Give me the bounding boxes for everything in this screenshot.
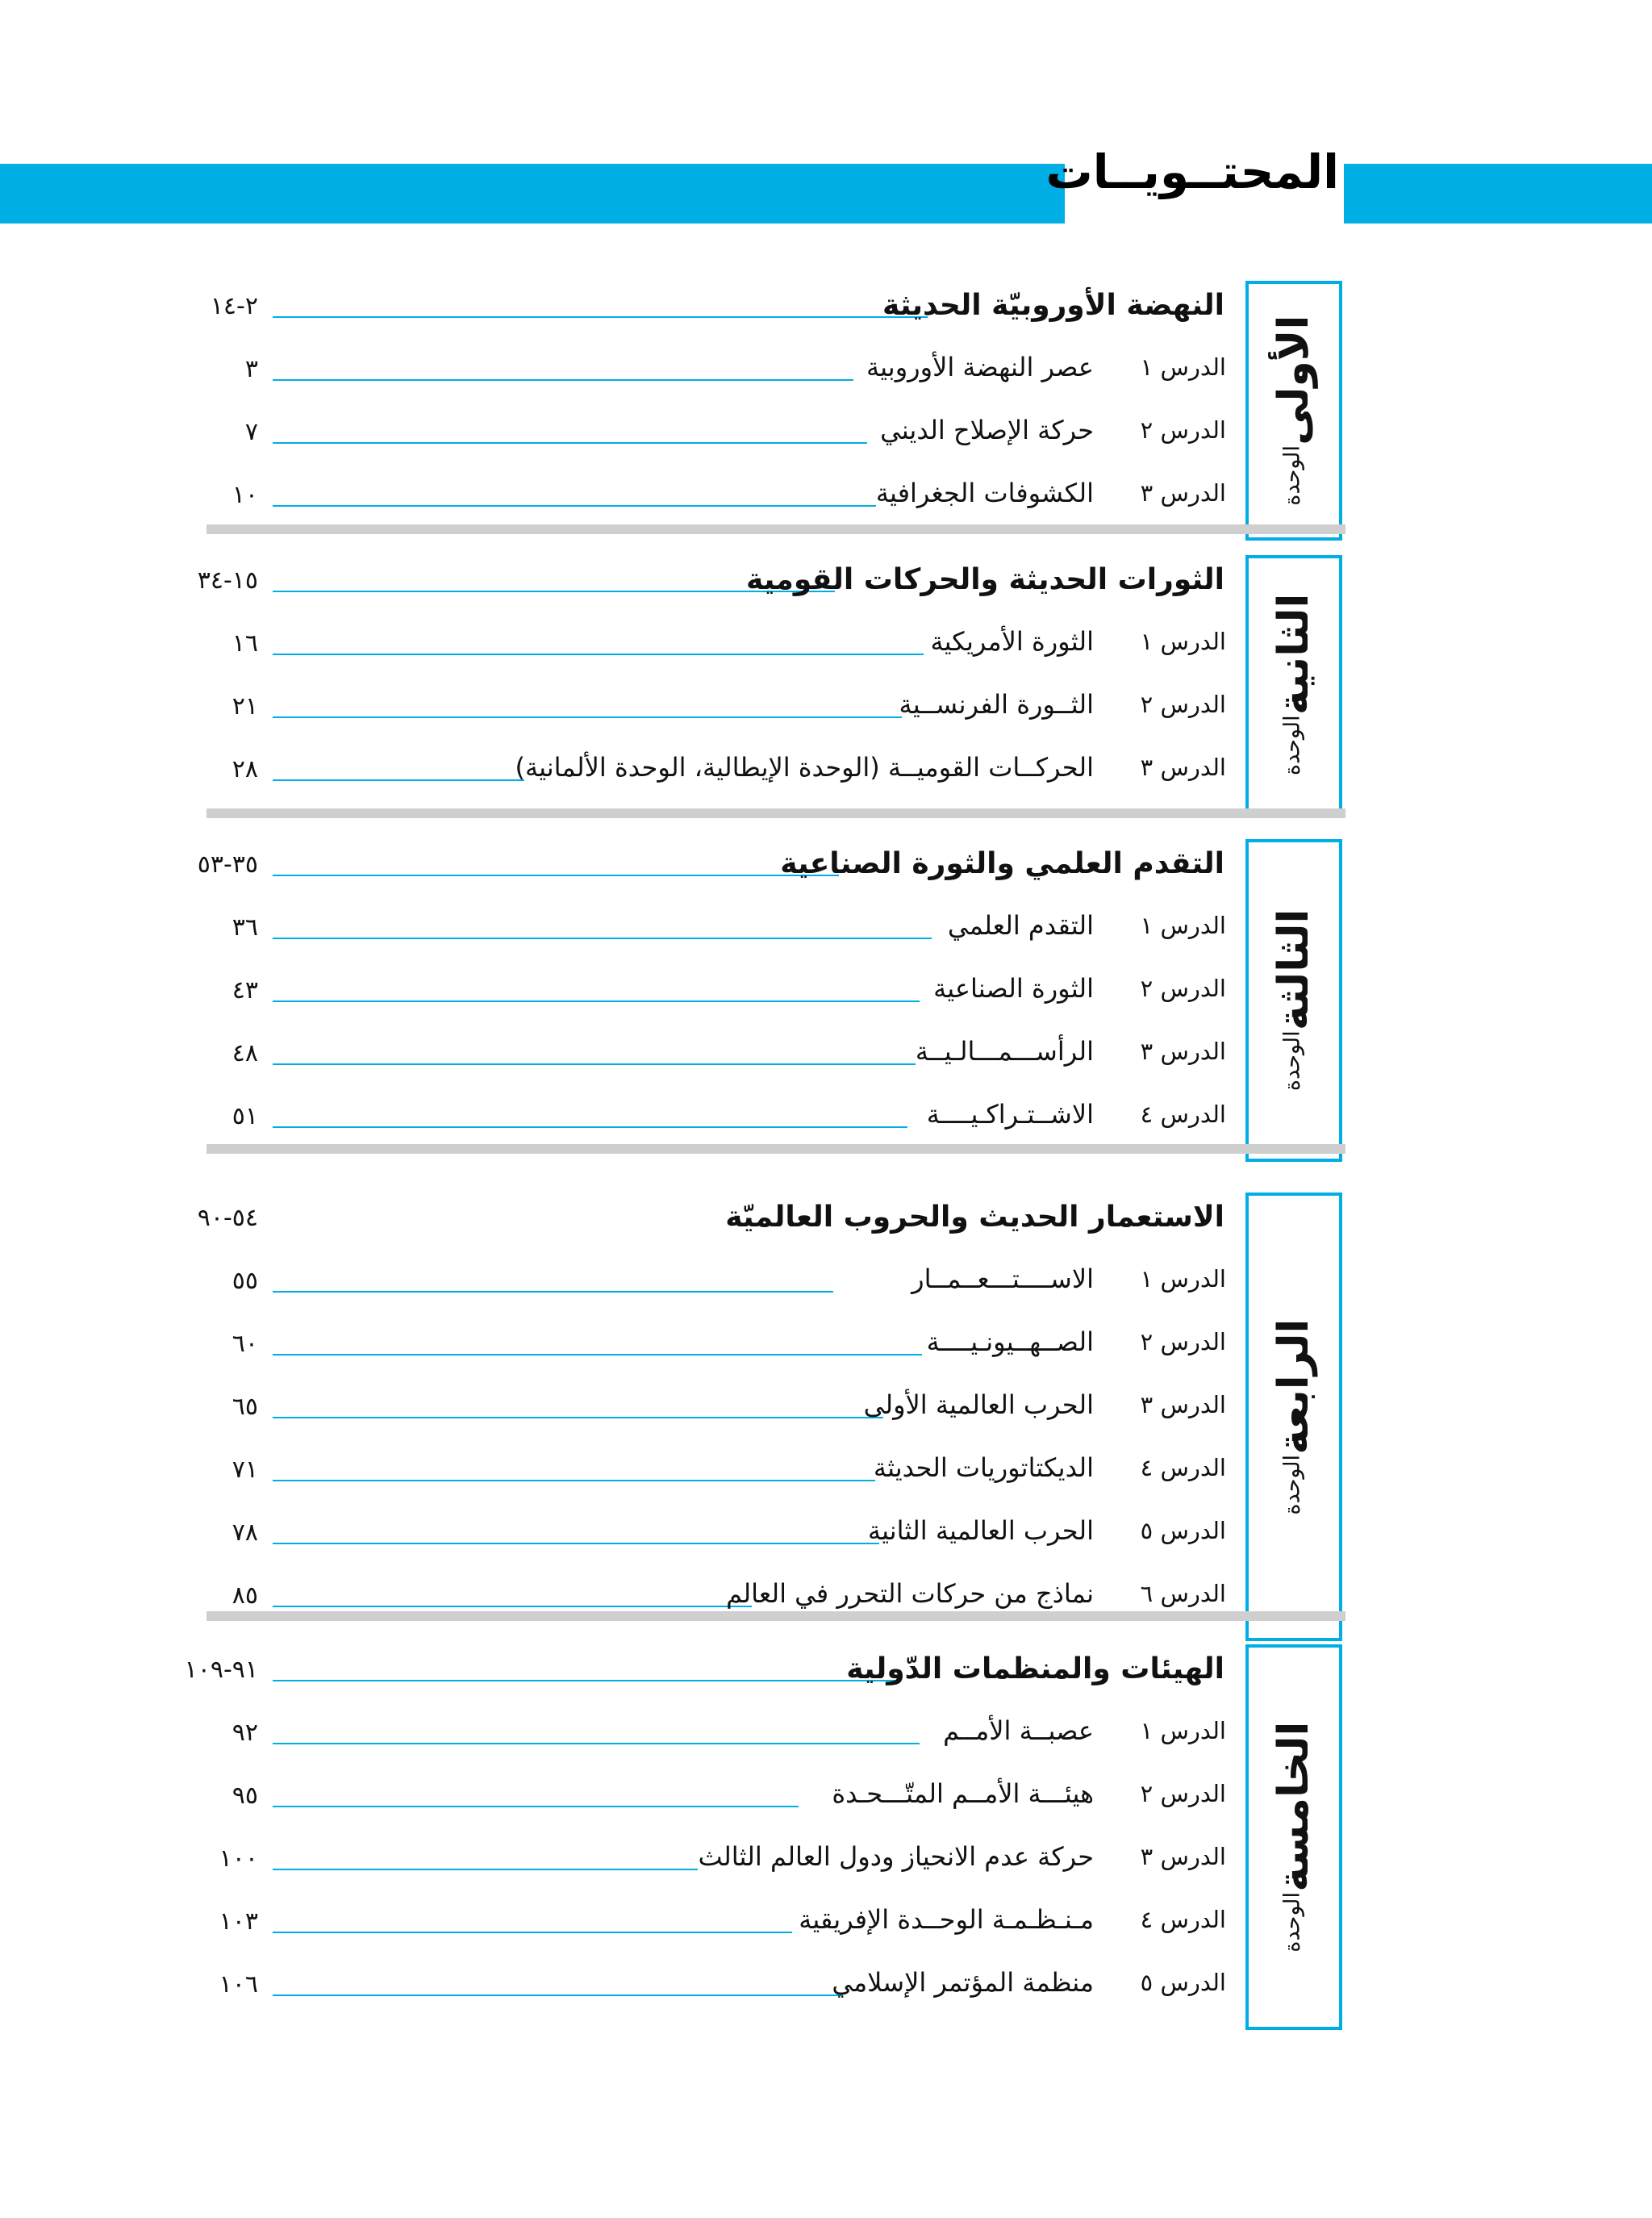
- lesson-page: ١٠٣: [219, 1907, 258, 1936]
- leader-line: [273, 1995, 843, 1996]
- lesson-row: [0, 749, 1652, 797]
- lesson-title: الديكتاتوريات الحديثة: [873, 1452, 1094, 1483]
- leader-line: [273, 1480, 875, 1481]
- lesson-number: الدرس ٢: [1140, 416, 1226, 444]
- lesson-title: الكشوفات الجغرافية: [875, 478, 1094, 508]
- lesson-title: الرأســـمـــالـيــة: [915, 1036, 1094, 1067]
- lesson-page: ٥٥: [232, 1267, 258, 1295]
- leader-line: [273, 316, 928, 318]
- unit-heading-row: [0, 1197, 1652, 1246]
- unit-page-range: ٢-١٤: [210, 292, 258, 320]
- unit-name: الخامسة: [1270, 1722, 1318, 1893]
- lesson-title: الثــورة الفرنســية: [899, 689, 1094, 720]
- lesson-number: الدرس ١: [1140, 628, 1226, 655]
- lesson-row: [0, 1323, 1652, 1372]
- unit-heading-row: [0, 286, 1652, 334]
- lesson-page: ٩٥: [232, 1782, 258, 1810]
- section-separator: [206, 1144, 1345, 1154]
- lesson-page: ١٦: [232, 629, 258, 658]
- lesson-page: ٧١: [232, 1456, 258, 1484]
- leader-line: [273, 1869, 698, 1870]
- leader-line: [273, 654, 924, 655]
- lesson-page: ٧٨: [232, 1518, 258, 1547]
- lesson-title: عصبــة الأمــم: [943, 1715, 1094, 1746]
- leader-line: [273, 875, 839, 876]
- leader-line: [273, 1606, 752, 1607]
- lesson-number: الدرس ٣: [1140, 754, 1226, 781]
- leader-line: [273, 1680, 899, 1681]
- leader-line: [273, 1806, 799, 1807]
- lesson-page: ٤٨: [232, 1039, 258, 1067]
- unit-prefix: الوحدة: [1279, 445, 1305, 506]
- leader-line: [273, 938, 932, 939]
- lesson-number: الدرس ٦: [1140, 1580, 1226, 1607]
- lesson-row: [0, 1964, 1652, 2012]
- lesson-row: [0, 411, 1652, 460]
- lesson-row: [0, 1838, 1652, 1886]
- unit-prefix: الوحدة: [1279, 1030, 1305, 1092]
- lesson-number: الدرس ٢: [1140, 975, 1226, 1002]
- leader-line: [273, 1291, 833, 1293]
- lesson-page: ٧: [244, 418, 258, 446]
- lesson-row: [0, 1449, 1652, 1497]
- lesson-row: [0, 970, 1652, 1018]
- lesson-title: الاشــتـراكـيــــة: [926, 1099, 1094, 1130]
- lesson-number: الدرس ٣: [1140, 1391, 1226, 1418]
- lesson-number: الدرس ٤: [1140, 1454, 1226, 1481]
- lesson-page: ٣: [244, 355, 258, 383]
- lesson-number: الدرس ٢: [1140, 1328, 1226, 1355]
- unit-heading-row: [0, 1649, 1652, 1698]
- lesson-page: ٩٢: [232, 1719, 258, 1747]
- lesson-row: [0, 1901, 1652, 1949]
- unit-page-range: ٣٥-٥٣: [197, 850, 258, 879]
- lesson-row: [0, 1775, 1652, 1823]
- lesson-page: ١٠٦: [219, 1970, 258, 1999]
- leader-line: [273, 1543, 879, 1544]
- lesson-number: الدرس ٣: [1140, 1038, 1226, 1065]
- unit-prefix: الوحدة: [1279, 715, 1305, 776]
- lesson-title: الحركــات القوميــة (الوحدة الإيطالية، الوحدة الألمانية): [515, 752, 1094, 783]
- lesson-title: حركة عدم الانحياز ودول العالم الثالث: [698, 1841, 1094, 1872]
- lesson-title: الاســــتـــعــمــار: [912, 1264, 1094, 1294]
- unit-prefix: الوحدة: [1279, 1454, 1305, 1515]
- lesson-title: هيئـــة الأمــم المتّـــحـدة: [832, 1778, 1094, 1809]
- leader-line: [273, 505, 876, 507]
- leader-line: [273, 1063, 916, 1065]
- unit-name: الرابعة: [1270, 1318, 1318, 1455]
- title-bar-right: [1344, 164, 1652, 223]
- lesson-title: حركة الإصلاح الديني: [880, 415, 1094, 445]
- lesson-number: الدرس ٥: [1140, 1969, 1226, 1996]
- lesson-page: ٤٣: [232, 976, 258, 1005]
- lesson-title: الصــهــيونـيــــة: [926, 1326, 1094, 1357]
- lesson-row: [0, 1033, 1652, 1081]
- leader-line: [273, 442, 867, 444]
- unit-page-range: ٥٤-٩٠: [197, 1204, 258, 1232]
- lesson-row: [0, 349, 1652, 397]
- leader-line: [273, 716, 902, 718]
- unit-title: التقدم العلمي والثورة الصناعية: [780, 847, 1224, 880]
- lesson-row: [0, 686, 1652, 734]
- lesson-title: الحرب العالمية الأولى: [863, 1389, 1094, 1420]
- lesson-number: الدرس ٢: [1140, 1780, 1226, 1807]
- lesson-row: [0, 1386, 1652, 1435]
- leader-line: [273, 379, 853, 381]
- lesson-title: مـنـظـمـة الوحــدة الإفريقية: [799, 1904, 1094, 1935]
- unit-title: الثورات الحديثة والحركات القومية: [746, 563, 1224, 596]
- unit-title: الهيئات والمنظمات الدّولية: [846, 1652, 1224, 1685]
- lesson-title: التقدم العلمي: [947, 910, 1094, 941]
- lesson-number: الدرس ٢: [1140, 691, 1226, 718]
- leader-line: [273, 1354, 922, 1355]
- lesson-title: نماذج من حركات التحرر في العالم: [726, 1578, 1094, 1609]
- unit-name: الثالثة: [1270, 909, 1318, 1031]
- unit-name: الأولى: [1270, 315, 1318, 446]
- lesson-title: الثورة الأمريكية: [930, 626, 1094, 657]
- lesson-title: الثورة الصناعية: [933, 973, 1094, 1004]
- unit-heading-row: [0, 844, 1652, 892]
- section-separator: [206, 524, 1345, 534]
- unit-page-range: ١٥-٣٤: [197, 566, 258, 595]
- leader-line: [273, 1743, 920, 1744]
- lesson-title: الحرب العالمية الثانية: [867, 1515, 1094, 1546]
- lesson-page: ١٠٠: [219, 1844, 258, 1873]
- section-separator: [206, 808, 1345, 818]
- lesson-number: الدرس ٤: [1140, 1101, 1226, 1128]
- lesson-title: منظمة المؤتمر الإسلامي: [832, 1967, 1094, 1998]
- lesson-number: الدرس ١: [1140, 1717, 1226, 1744]
- title-bar-left: [0, 164, 1065, 223]
- lesson-number: الدرس ١: [1140, 912, 1226, 939]
- lesson-number: الدرس ١: [1140, 353, 1226, 381]
- lesson-page: ٥١: [232, 1102, 258, 1130]
- leader-line: [273, 1417, 883, 1418]
- section-separator: [206, 1611, 1345, 1621]
- lesson-number: الدرس ٣: [1140, 479, 1226, 507]
- lesson-row: [0, 907, 1652, 955]
- leader-line: [273, 1932, 792, 1933]
- page-title: المحتــويــات: [1045, 144, 1339, 199]
- lesson-row: [0, 1712, 1652, 1761]
- lesson-row: [0, 1260, 1652, 1309]
- lesson-number: الدرس ٤: [1140, 1906, 1226, 1933]
- unit-heading-row: [0, 560, 1652, 608]
- unit-name: الثانية: [1270, 594, 1318, 716]
- lesson-number: الدرس ٣: [1140, 1843, 1226, 1870]
- unit-title: الاستعمار الحديث والحروب العالميّة: [725, 1201, 1224, 1234]
- lesson-page: ٣٦: [232, 913, 258, 942]
- unit-page-range: ٩١-١٠٩: [184, 1656, 258, 1684]
- lesson-page: ٦٥: [232, 1393, 258, 1421]
- lesson-number: الدرس ١: [1140, 1265, 1226, 1293]
- lesson-row: [0, 1096, 1652, 1144]
- unit-prefix: الوحدة: [1279, 1892, 1305, 1953]
- lesson-row: [0, 623, 1652, 671]
- leader-line: [273, 779, 524, 781]
- lesson-page: ٦٠: [232, 1330, 258, 1358]
- lesson-page: ٨٥: [232, 1581, 258, 1610]
- lesson-number: الدرس ٥: [1140, 1517, 1226, 1544]
- unit-title: النهضة الأوروبيّة الحديثة: [882, 289, 1224, 322]
- leader-line: [273, 1000, 920, 1002]
- lesson-row: [0, 1512, 1652, 1560]
- leader-line: [273, 1126, 907, 1128]
- lesson-page: ١٠: [232, 481, 258, 509]
- lesson-page: ٢١: [232, 692, 258, 721]
- lesson-page: ٢٨: [232, 755, 258, 783]
- lesson-row: [0, 474, 1652, 523]
- lesson-title: عصر النهضة الأوروبية: [866, 352, 1094, 382]
